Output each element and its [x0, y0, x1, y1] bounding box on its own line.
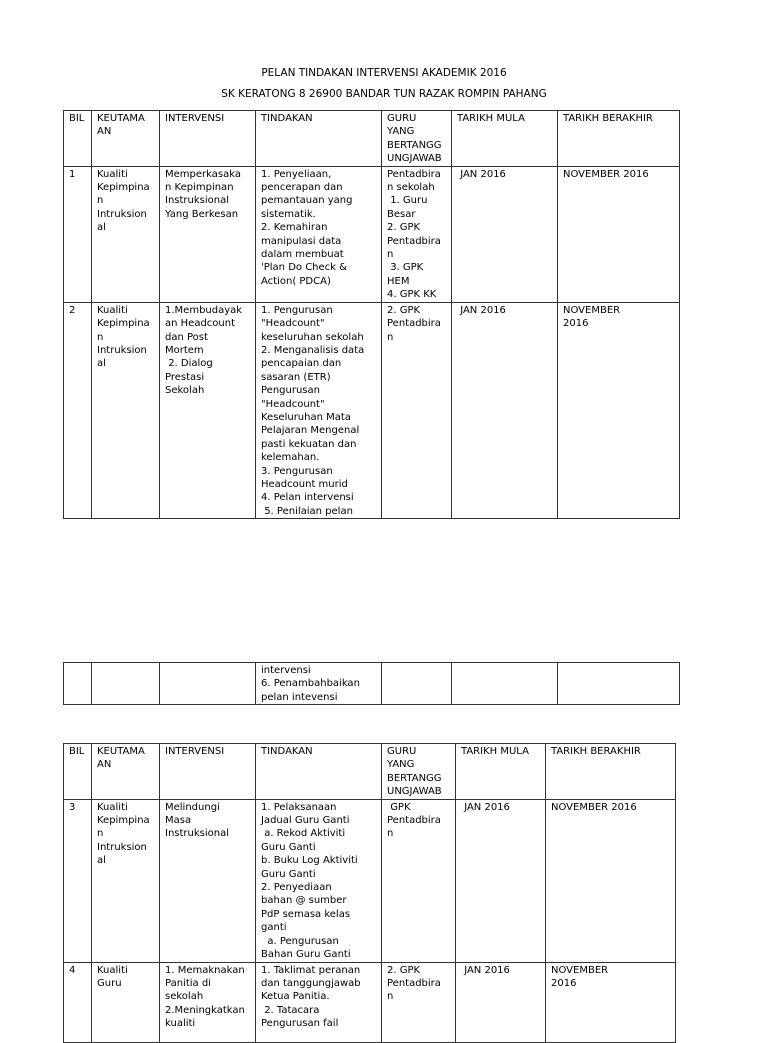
header-tarikh-berakhir: TARIKH BERAKHIR [546, 744, 676, 800]
cell-guru: GPK Pentadbira n [382, 799, 456, 962]
cell-tarikh-mula: JAN 2016 [456, 799, 546, 962]
cell-intervensi: 1. Memaknakan Panitia di sekolah 2.Meningkatkan kualiti [160, 962, 256, 1042]
header-intervensi: INTERVENSI [160, 111, 256, 167]
cell-guru: 2. GPK Pentadbira n [382, 302, 452, 519]
table-header-row [64, 111, 680, 167]
cell-intervensi: 1.Membudayak an Headcount dan Post Mortem 2. Dialog Prestasi Sekolah [160, 302, 256, 519]
cell-bil: 1 [64, 166, 92, 302]
cell-tarikh-berakhir: NOVEMBER 2016 [546, 962, 676, 1042]
table-row [64, 799, 676, 962]
cell-bil: 4 [64, 962, 92, 1042]
header-keutamaan: KEUTAMA AN [92, 744, 160, 800]
cell-intervensi [160, 663, 256, 705]
action-plan-table-2 [63, 743, 676, 1043]
header-intervensi: INTERVENSI [160, 744, 256, 800]
cell-tarikh-mula [452, 663, 558, 705]
header-tarikh-mula: TARIKH MULA [456, 744, 546, 800]
cell-tarikh-mula: JAN 2016 [452, 166, 558, 302]
action-plan-table-continuation [63, 662, 680, 705]
table-row [64, 166, 680, 302]
action-plan-table-1 [63, 110, 680, 519]
cell-tarikh-berakhir: NOVEMBER 2016 [546, 799, 676, 962]
cell-guru: Pentadbira n sekolah 1. Guru Besar 2. GPK Pentadbira n 3. GPK HEM 4. GPK KK [382, 166, 452, 302]
header-bil: BIL [64, 111, 92, 167]
cell-keutamaan: Kualiti Guru [92, 962, 160, 1042]
header-tindakan: TINDAKAN [256, 111, 382, 167]
cell-keutamaan: Kualiti Kepimpina n Intruksion al [92, 166, 160, 302]
cell-bil: 2 [64, 302, 92, 519]
cell-tarikh-berakhir [558, 663, 680, 705]
document-title: PELAN TINDAKAN INTERVENSI AKADEMIK 2016 [261, 67, 507, 79]
table-row [64, 663, 680, 705]
cell-keutamaan: Kualiti Kepimpina n Intruksion al [92, 799, 160, 962]
cell-keutamaan: Kualiti Kepimpina n Intruksion al [92, 302, 160, 519]
header-bil: BIL [64, 744, 92, 800]
cell-bil [64, 663, 92, 705]
cell-tindakan: 1. Pelaksanaan Jadual Guru Ganti a. Rekod Aktiviti Guru Ganti b. Buku Log Aktiviti Guru Ganti 2. Penyediaan bahan @ sumber PdP semasa kelas ganti a. Pengurusan Bahan Guru Ganti [256, 799, 382, 962]
cell-intervensi: Memperkasaka n Kepimpinan Instruksional Yang Berkesan [160, 166, 256, 302]
cell-guru: 2. GPK Pentadbira n [382, 962, 456, 1042]
cell-intervensi: Melindungi Masa Instruksional [160, 799, 256, 962]
cell-tindakan: intervensi 6. Penambahbaikan pelan intevensi [256, 663, 382, 705]
header-keutamaan: KEUTAMA AN [92, 111, 160, 167]
header-tarikh-mula: TARIKH MULA [452, 111, 558, 167]
cell-tindakan: 1. Taklimat peranan dan tanggungjawab Ketua Panitia. 2. Tatacara Pengurusan fail [256, 962, 382, 1042]
header-guru-bertanggungjawab: GURU YANG BERTANGG UNGJAWAB [382, 744, 456, 800]
table-row [64, 302, 680, 519]
cell-bil: 3 [64, 799, 92, 962]
cell-tarikh-mula: JAN 2016 [456, 962, 546, 1042]
school-address: SK KERATONG 8 26900 BANDAR TUN RAZAK ROMPIN PAHANG [221, 88, 547, 100]
cell-guru [382, 663, 452, 705]
table-row [64, 962, 676, 1042]
cell-tarikh-berakhir: NOVEMBER 2016 [558, 166, 680, 302]
cell-tindakan: 1. Pengurusan "Headcount" keseluruhan sekolah 2. Menganalisis data pencapaian dan sasaran (ETR) Pengurusan "Headcount" Keseluruhan Mata Pelajaran Mengenal pasti kekuatan dan kelemahan. 3. Pengurusan Headcount murid 4. Pelan intervensi 5. Penilaian pelan [256, 302, 382, 519]
header-guru-bertanggungjawab: GURU YANG BERTANGG UNGJAWAB [382, 111, 452, 167]
cell-tindakan: 1. Penyeliaan, pencerapan dan pemantauan yang sistematik. 2. Kemahiran manipulasi data dalam membuat 'Plan Do Check & Action( PDCA) [256, 166, 382, 302]
cell-tarikh-mula: JAN 2016 [452, 302, 558, 519]
cell-tarikh-berakhir: NOVEMBER 2016 [558, 302, 680, 519]
header-tarikh-berakhir: TARIKH BERAKHIR [558, 111, 680, 167]
cell-keutamaan [92, 663, 160, 705]
header-tindakan: TINDAKAN [256, 744, 382, 800]
table-header-row [64, 744, 676, 800]
